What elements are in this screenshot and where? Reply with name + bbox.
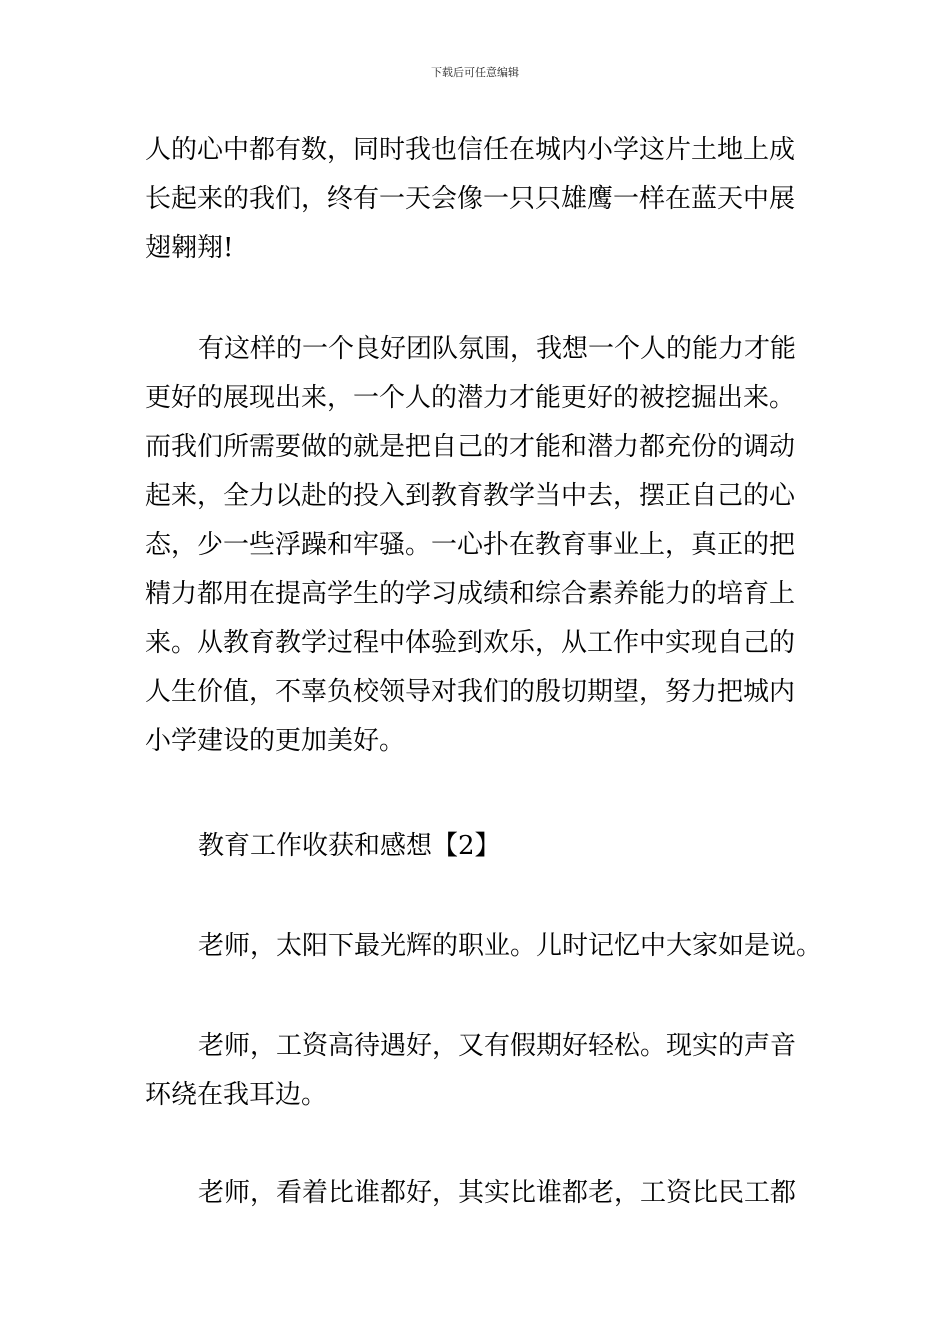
text-line: 精力都用在提高学生的学习成绩和综合素养能力的培育上 [145,579,796,609]
text-line: 更好的展现出来，一个人的潜力才能更好的被挖掘出来。 [145,383,796,413]
text-line: 有这样的一个良好团队氛围，我想一个人的能力才能 [198,334,797,364]
paragraph-team-atmosphere [145,325,807,766]
text-line: 起来，全力以赴的投入到教育教学当中去，摆正自己的心 [145,481,796,511]
paragraph-teacher-3 [145,1169,807,1218]
section-heading [145,822,807,871]
text-line: 老师，工资高待遇好，又有假期好轻松。现实的声音 [198,1031,797,1061]
paragraph-teacher-2 [145,1022,807,1120]
text-line: 人生价值，不辜负校领导对我们的殷切期望，努力把城内 [145,677,796,707]
paragraph-continuation [145,126,807,273]
text-line: 老师，太阳下最光辉的职业。儿时记忆中大家如是说。 [198,931,823,961]
text-line: 翅翱翔! [145,233,234,263]
text-line: 来。从教育教学过程中体验到欢乐，从工作中实现自己的 [145,628,796,658]
page-header: 下载后可任意编辑 [431,66,519,79]
text-line: 小学建设的更加美好。 [145,726,406,756]
text-line: 态，少一些浮躁和牢骚。一心扑在教育事业上，真正的把 [145,530,796,560]
text-line: 而我们所需要做的就是把自己的才能和潜力都充份的调动 [145,432,796,462]
text-line: 环绕在我耳边。 [145,1080,328,1110]
paragraph-teacher-1 [145,922,823,971]
text-line: 人的心中都有数，同时我也信任在城内小学这片土地上成 [145,135,796,165]
text-line: 长起来的我们，终有一天会像一只只雄鹰一样在蓝天中展 [145,184,796,214]
text-line: 教育工作收获和感想【2】 [198,831,501,861]
text-line: 老师，看着比谁都好，其实比谁都老，工资比民工都 [198,1178,797,1208]
